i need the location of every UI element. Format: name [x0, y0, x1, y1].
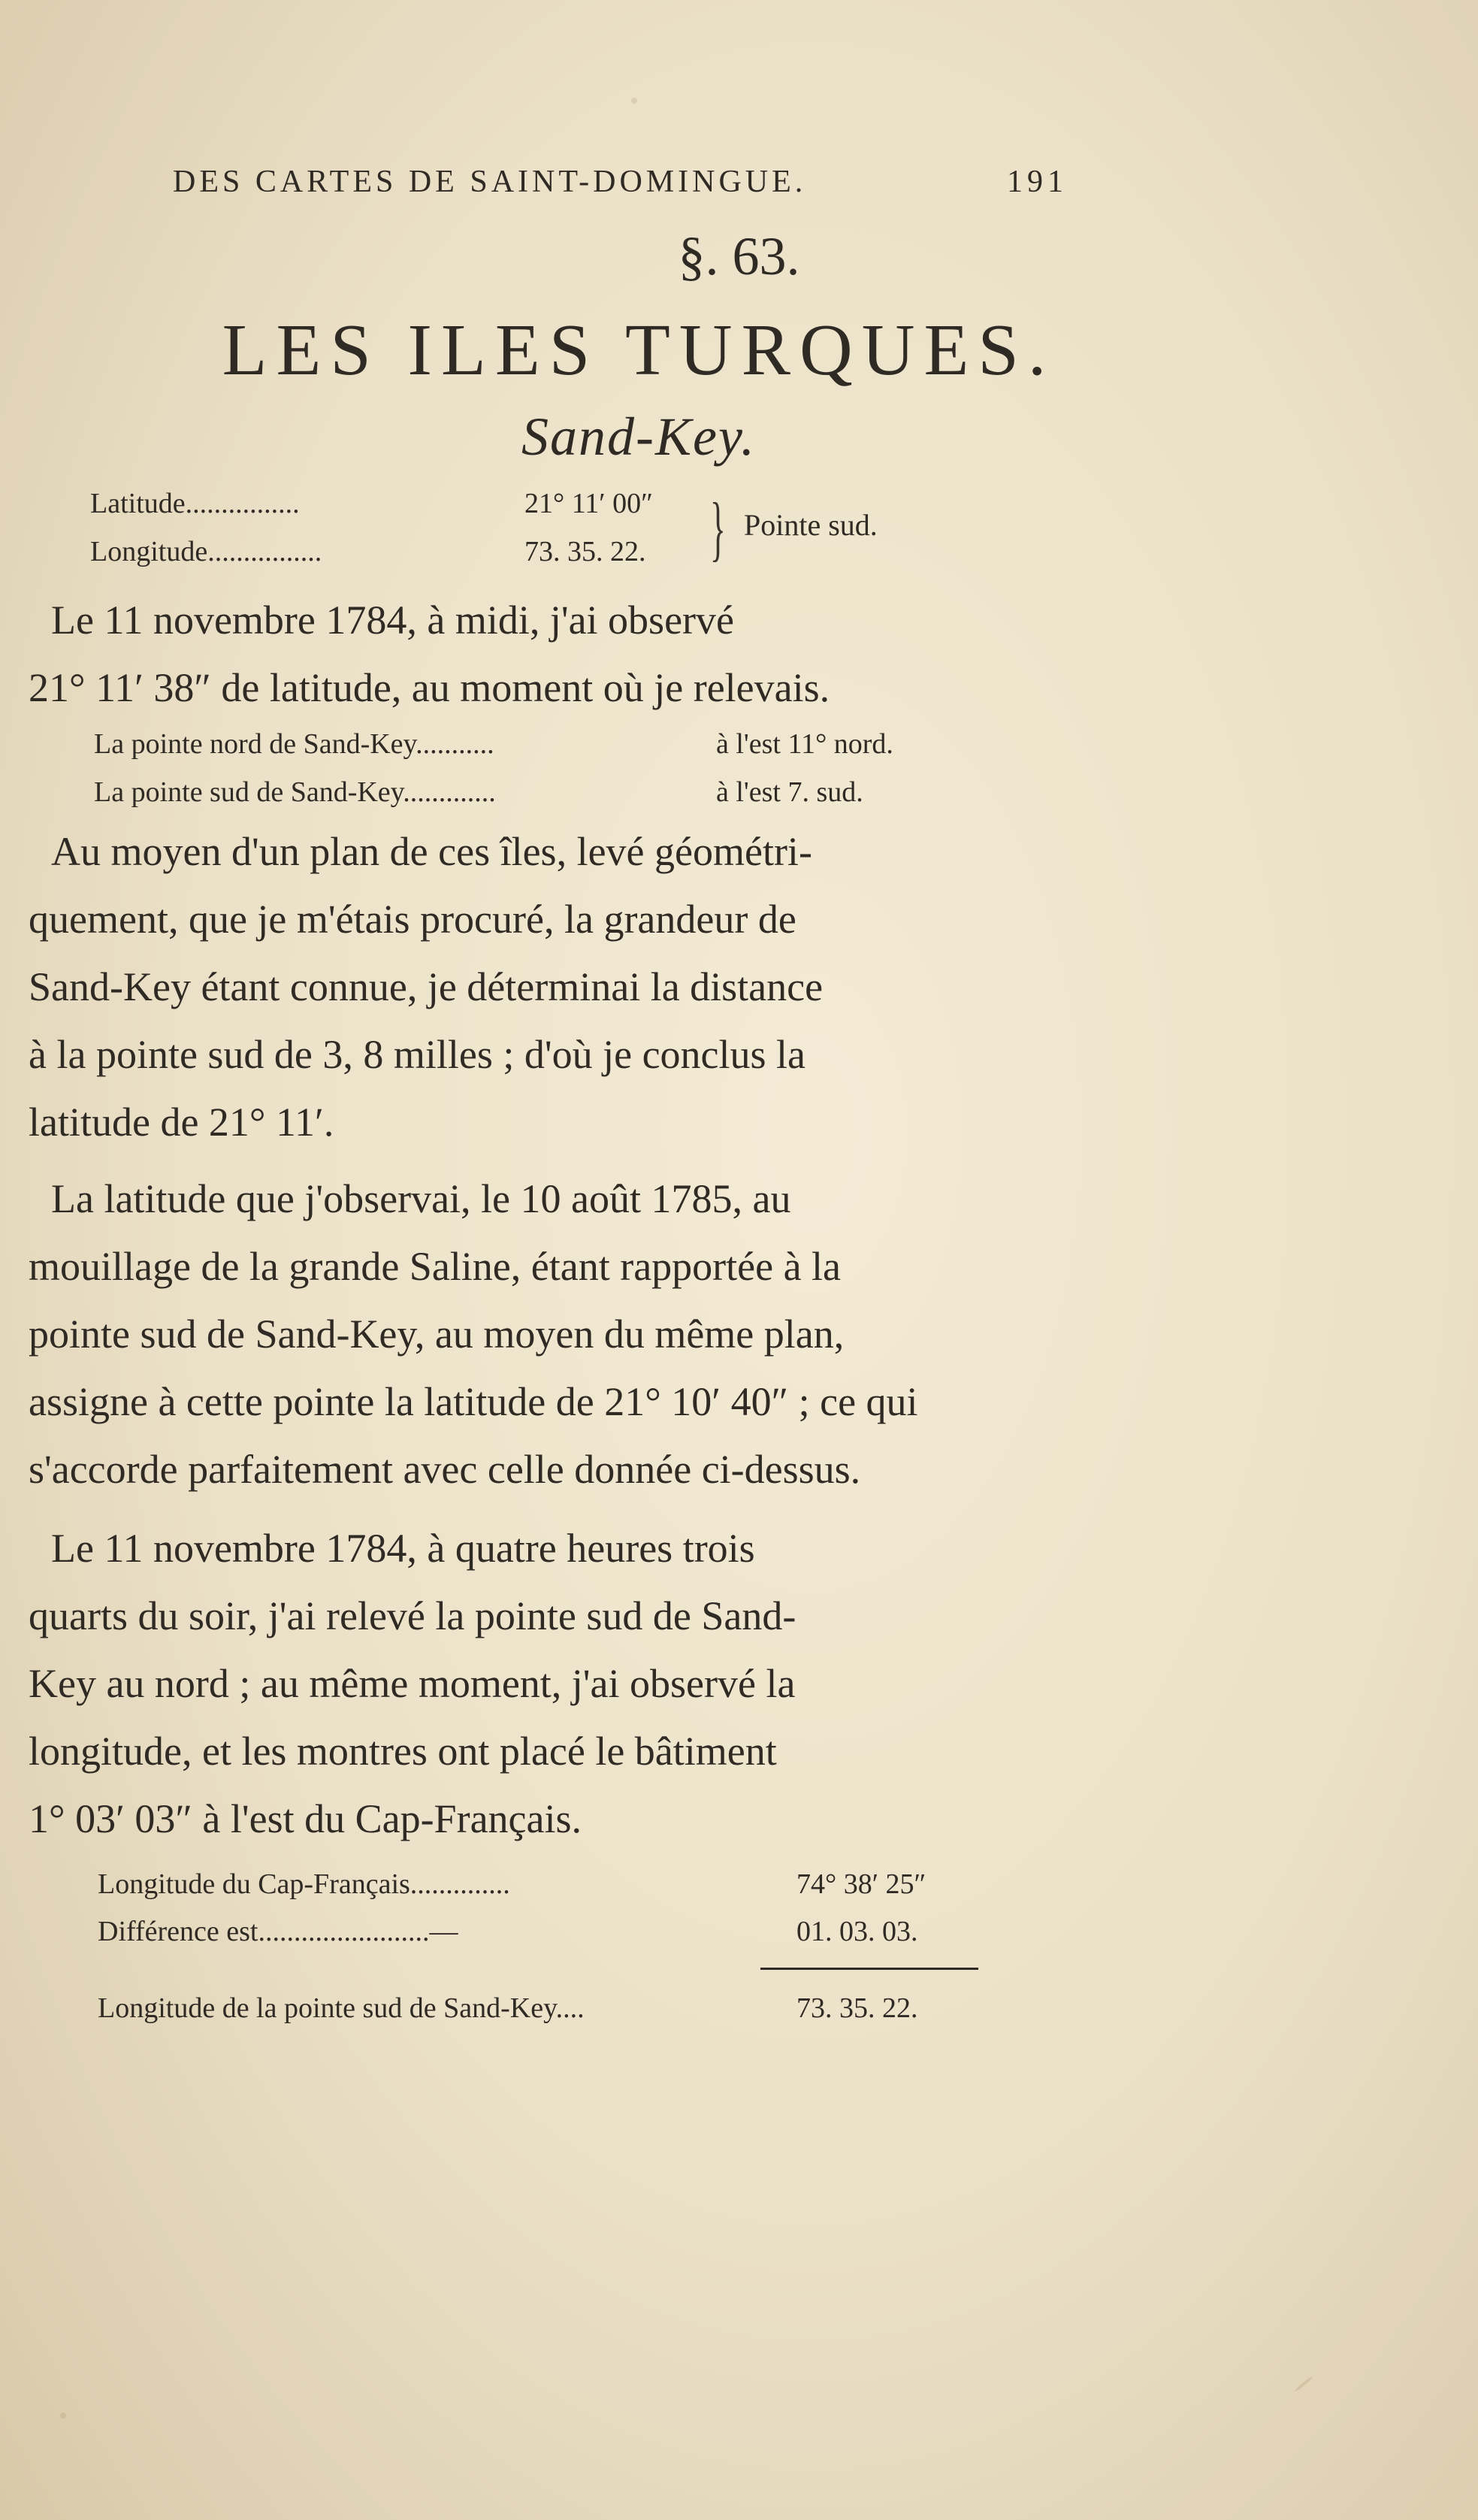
text-line: pointe sud de Sand-Key, au moyen du même plan, — [29, 1311, 845, 1357]
bearing-row — [94, 728, 893, 761]
text-line: assigne à cette pointe la latitude de 21° 10′ 40″ ; ce qui — [29, 1379, 918, 1424]
text-line: Le 11 novembre 1784, à quatre heures trois — [51, 1526, 755, 1571]
calc-row — [98, 1868, 926, 1901]
foxing-spot — [631, 98, 637, 104]
text-line: quarts du soir, j'ai relevé la pointe sud de Sand- — [29, 1593, 796, 1638]
calc-value: 73. 35. 22. — [796, 1992, 918, 2024]
sum-rule — [760, 1968, 978, 1970]
coord-value: 73. 35. 22. — [524, 536, 646, 567]
calc-label: Différence est........................— — [98, 1916, 458, 1947]
bearing-value: à l'est 11° nord. — [716, 728, 893, 760]
bearing-value: à l'est 7. sud. — [716, 776, 863, 808]
coord-label: Longitude................ — [90, 536, 322, 567]
section-number: §. 63. — [678, 226, 800, 286]
coord-label: Latitude................ — [90, 488, 300, 519]
running-title: DES CARTES DE SAINT-DOMINGUE. — [173, 165, 807, 199]
text-line: La latitude que j'observai, le 10 août 1785, au — [51, 1176, 791, 1221]
brace-glyph: } — [710, 488, 726, 568]
point-label: Pointe sud. — [744, 508, 878, 542]
text-line: Le 11 novembre 1784, à midi, j'ai observé — [51, 597, 734, 643]
text-line: 1° 03′ 03″ à l'est du Cap-Français. — [29, 1796, 582, 1841]
text-line: latitude de 21° 11′. — [29, 1100, 334, 1145]
text-line: Au moyen d'un plan de ces îles, levé géométri- — [51, 829, 812, 874]
calc-row-total — [98, 1992, 918, 2025]
text-line: Sand-Key étant connue, je déterminai la distance — [29, 964, 824, 1009]
text-line: quement, que je m'étais procuré, la grandeur de — [29, 897, 796, 942]
coord-value: 21° 11′ 00″ — [524, 488, 653, 519]
section-subtitle: Sand-Key. — [521, 407, 756, 467]
foxing-spot — [60, 2413, 66, 2419]
calc-label: Longitude de la pointe sud de Sand-Key.... — [98, 1992, 585, 2024]
bearing-label: La pointe sud de Sand-Key............. — [94, 776, 496, 808]
bearing-label: La pointe nord de Sand-Key........... — [94, 728, 494, 760]
text-line: 21° 11′ 38″ de latitude, au moment où je relevais. — [29, 665, 830, 710]
text-line: longitude, et les montres ont placé le bâtiment — [29, 1729, 777, 1774]
text-line: mouillage de la grande Saline, étant rapportée à la — [29, 1244, 842, 1289]
calc-label: Longitude du Cap-Français.............. — [98, 1868, 510, 1900]
text-line: Key au nord ; au même moment, j'ai observé la — [29, 1661, 796, 1706]
text-line: s'accorde parfaitement avec celle donnée ci-dessus. — [29, 1447, 861, 1492]
calc-value: 74° 38′ 25″ — [796, 1868, 926, 1900]
page-number: 191 — [1007, 165, 1068, 199]
section-title: LES ILES TURQUES. — [222, 310, 1056, 391]
bearing-row — [94, 776, 863, 809]
calc-value: 01. 03. 03. — [796, 1916, 918, 1947]
calc-row — [98, 1915, 918, 1948]
text-line: à la pointe sud de 3, 8 milles ; d'où je conclus la — [29, 1032, 806, 1077]
